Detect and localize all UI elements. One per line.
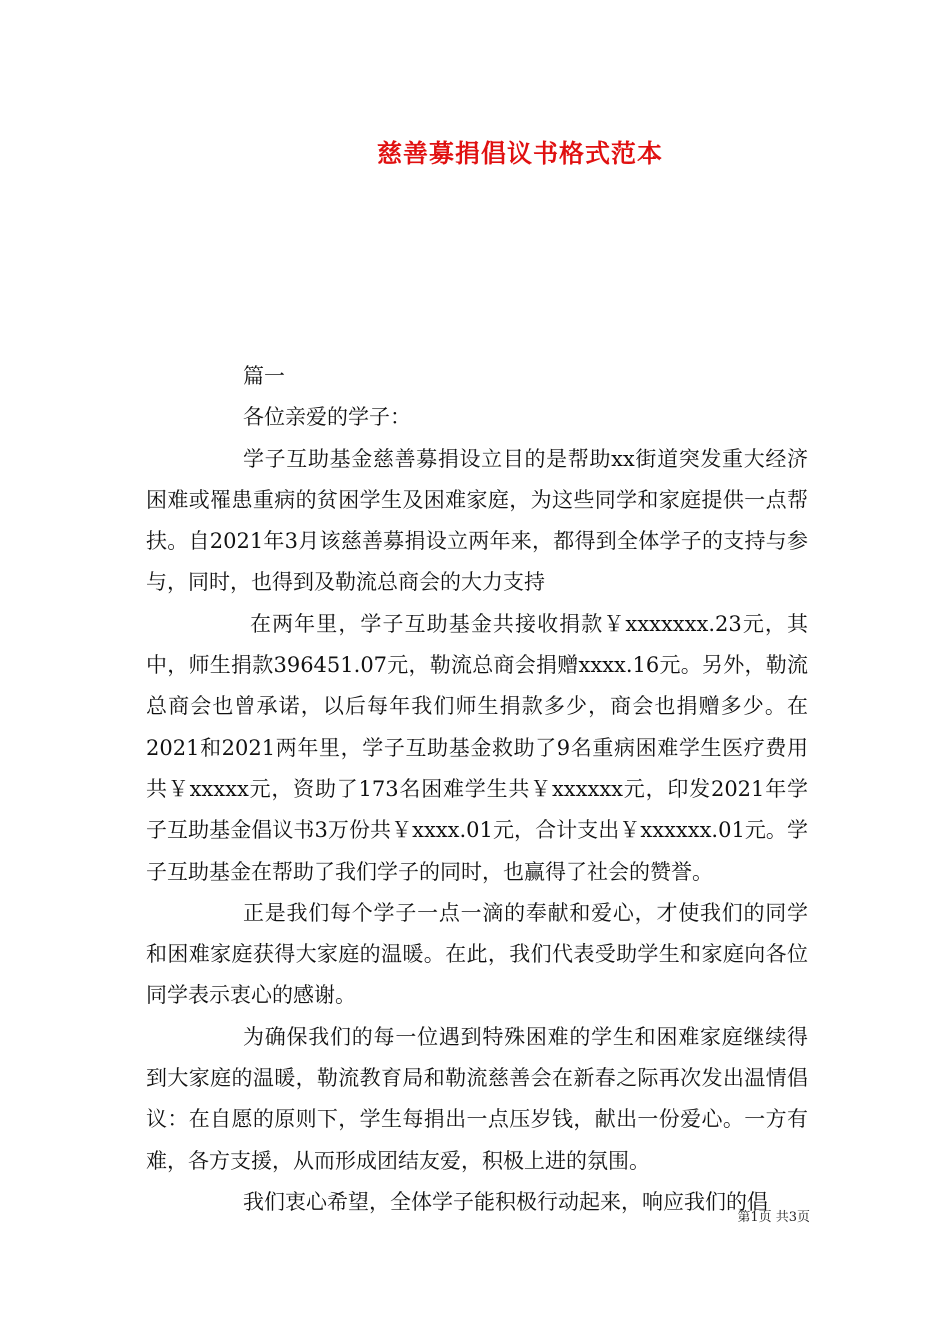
- paragraph-donations: 在两年里，学子互助基金共接收捐款￥xxxxxxx.23元，其中，师生捐款396451.07元，勒流总商会捐赠xxxx.16元。另外，勒流总商会也曾承诺，以后每年我们师生捐款多少，商会也捐赠多少。在2021和2021两年里，学子互助基金救助了9名重病困难学生医疗费用共￥xxxxx元，资助了173名困难学生共￥xxxxxx元，印发2021年学子互助基金倡议书3万份共￥xxxx.01元，合计支出￥xxxxxx.01元。学子互助基金在帮助了我们学子的同时，也赢得了社会的赞誉。: [146, 611, 808, 884]
- document-body: [146, 356, 808, 1223]
- paragraph-proposal: 为确保我们的每一位遇到特殊困难的学生和困难家庭继续得到大家庭的温暖，勒流教育局和勒流慈善会在新春之际再次发出温情倡议：在自愿的原则下，学生每捐出一点压岁钱，献出一份爱心。一方有难，各方支援，从而形成团结友爱，积极上进的氛围。: [146, 1024, 808, 1173]
- paragraph-intro: 学子互助基金慈善募捐设立目的是帮助xx街道突发重大经济困难或罹患重病的贫困学生及困难家庭，为这些同学和家庭提供一点帮扶。自2021年3月该慈善募捐设立两年来，都得到全体学子的支持与参与，同时，也得到及勒流总商会的大力支持: [146, 446, 808, 595]
- section-label: 篇一: [243, 364, 285, 388]
- page-footer: 第1页 共3页: [737, 1210, 810, 1225]
- paragraph-thanks: 正是我们每个学子一点一滴的奉献和爱心，才使我们的同学和困难家庭获得大家庭的温暖。在此，我们代表受助学生和家庭向各位同学表示衷心的感谢。: [146, 900, 808, 1008]
- document-title: 慈善募捐倡议书格式范本: [376, 139, 663, 168]
- paragraph-closing: 我们衷心希望，全体学子能积极行动起来，响应我们的倡: [243, 1189, 768, 1214]
- salutation: 各位亲爱的学子：: [243, 405, 411, 430]
